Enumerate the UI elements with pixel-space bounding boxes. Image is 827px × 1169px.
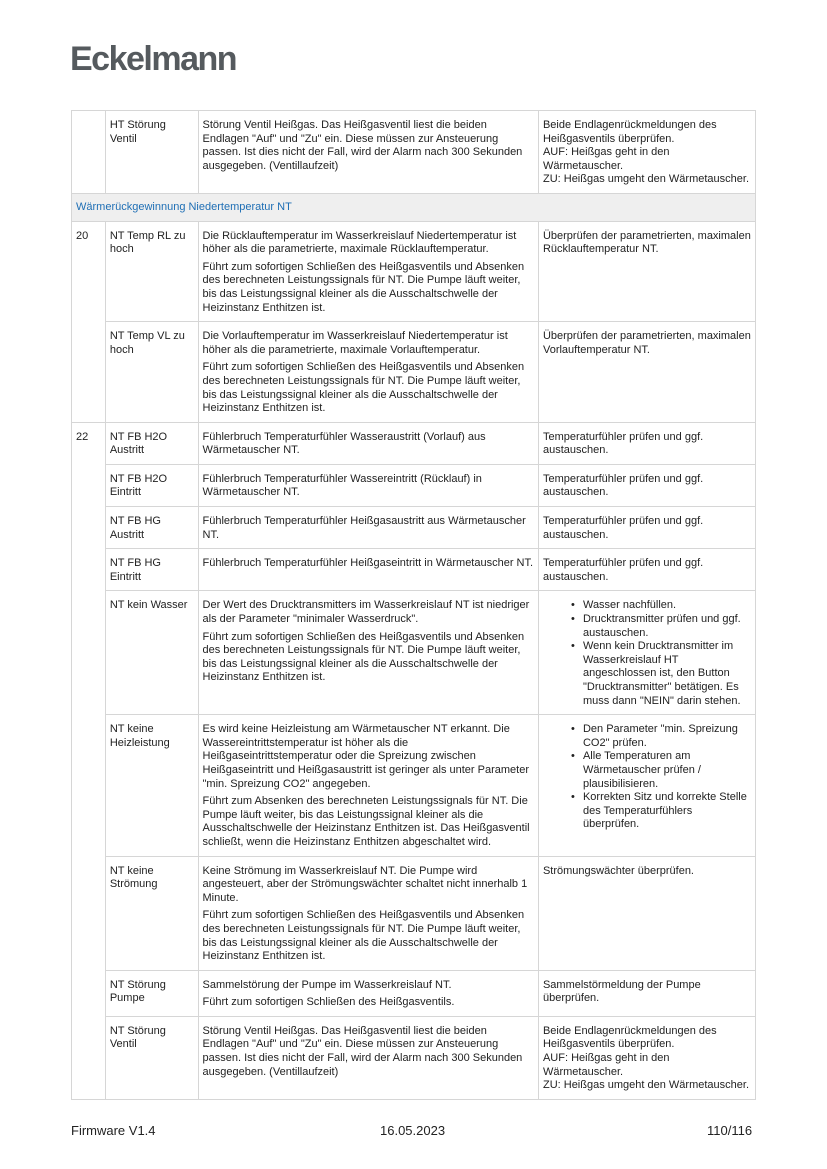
description-paragraph: Fühlerbruch Temperaturfühler Heißgaseintritt in Wärmetauscher NT. xyxy=(202,557,534,570)
alarm-description xyxy=(198,1016,538,1099)
remedy-line: AUF: Heißgas geht in den Wärmetauscher. xyxy=(542,1052,670,1078)
remedy-line: Temperaturfühler prüfen und ggf. austauschen. xyxy=(542,515,704,541)
alarm-remedy xyxy=(538,1016,755,1099)
remedy-line: Strömungswächter überprüfen. xyxy=(542,864,694,877)
remedy-line: Temperaturfühler prüfen und ggf. austauschen. xyxy=(542,472,704,499)
footer-page-number: 110/116 xyxy=(707,1123,753,1138)
description-paragraph: Keine Strömung im Wasserkreislauf NT. Die Pumpe wird angesteuert, aber der Strömungswächter schaltet nicht innerhalb 1 Minute. xyxy=(202,864,528,904)
alarm-remedy xyxy=(538,322,755,423)
alarm-name: NT Temp VL zu hoch xyxy=(105,322,198,423)
footer-date: 16.05.2023 xyxy=(380,1123,446,1138)
description-paragraph: Sammelstörung der Pumpe im Wasserkreislauf NT. xyxy=(202,978,452,991)
table-row xyxy=(72,1016,756,1099)
alarm-description xyxy=(198,856,538,970)
table-row xyxy=(72,422,756,464)
alarm-name: NT Temp RL zu hoch xyxy=(105,221,198,322)
remedy-list-item: • Den Parameter "min. Spreizung CO2" prüfen. xyxy=(583,723,751,750)
remedy-line: Temperaturfühler prüfen und ggf. austauschen. xyxy=(542,557,704,583)
alarm-name: NT FB HG Eintritt xyxy=(105,549,198,591)
alarm-remedy xyxy=(538,464,755,506)
remedy-list-item: • Wenn kein Drucktransmitter im Wasserkreislauf HT angeschlossen ist, den Button "Drucktransmitter" betätigen. Es muss dann "NEIN" darin stehen. xyxy=(583,640,751,708)
remedy-list-item: • Wasser nachfüllen. xyxy=(583,599,751,613)
alarm-remedy xyxy=(538,970,755,1016)
remedy-list xyxy=(543,723,751,832)
alarm-name: NT Störung Ventil xyxy=(105,1016,198,1099)
description-paragraph: Störung Ventil Heißgas. Das Heißgasventil liest die beiden Endlagen "Auf" und "Zu" ein. Diese müssen zur Ansteuerung passen. Ist dies nicht der Fall, wird der Alarm nach 300 Sekunden ausgegeben. (Ventillaufzeit) xyxy=(202,1024,523,1078)
alarm-description xyxy=(198,221,538,322)
table-row xyxy=(72,856,756,970)
alarm-description xyxy=(198,507,538,549)
alarm-number xyxy=(72,111,106,194)
eckelmann-logo: Eckelmann xyxy=(70,40,237,78)
remedy-list-item: • Alle Temperaturen am Wärmetauscher prüfen / plausibilisieren. xyxy=(583,750,751,791)
description-paragraph: Führt zum sofortigen Schließen des Heißgasventils und Absenken des berechneten Leistungssignals für NT. Die Pumpe läuft weiter, bis das Leistungssignal kleiner als die Ausschaltschwelle der Heizinstanz Enthitzen ist. xyxy=(202,630,525,684)
remedy-line: ZU: Heißgas umgeht den Wärmetauscher. xyxy=(542,1079,749,1092)
alarm-name: NT FB H2O Austritt xyxy=(105,422,198,464)
alarm-remedy xyxy=(538,591,755,715)
alarm-number: 22 xyxy=(72,422,106,1099)
table-row xyxy=(72,322,756,423)
remedy-list-item: • Korrekten Sitz und korrekte Stelle des Temperaturfühlers überprüfen. xyxy=(583,791,751,832)
remedy-list-item: • Drucktransmitter prüfen und ggf. austauschen. xyxy=(583,613,751,640)
remedy-line: Sammelstörmeldung der Pumpe überprüfen. xyxy=(542,978,701,1005)
table-row xyxy=(72,111,756,194)
table-row xyxy=(72,715,756,856)
table-row xyxy=(72,464,756,506)
description-paragraph: Führt zum sofortigen Schließen des Heißgasventils und Absenken des berechneten Leistungssignals für NT. Die Pumpe läuft weiter, bis das Leistungssignal kleiner als die Ausschaltschwelle der Heizinstanz Enthitzen ist. xyxy=(202,361,525,415)
table-row xyxy=(72,591,756,715)
alarm-name: NT keine Strömung xyxy=(105,856,198,970)
section-title: Wärmerückgewinnung Niedertemperatur NT xyxy=(72,193,756,221)
description-paragraph: Die Vorlauftemperatur im Wasserkreislauf Niedertemperatur ist höher als die parametrierte, maximale Vorlauftemperatur. xyxy=(202,330,508,356)
section-header-row xyxy=(72,193,756,221)
alarm-remedy xyxy=(538,422,755,464)
alarm-description xyxy=(198,715,538,856)
description-paragraph: Fühlerbruch Temperaturfühler Heißgasaustritt aus Wärmetauscher NT. xyxy=(202,515,526,541)
description-paragraph: Führt zum sofortigen Schließen des Heißgasventils. xyxy=(202,996,455,1009)
description-paragraph: Fühlerbruch Temperaturfühler Wasseraustritt (Vorlauf) aus Wärmetauscher NT. xyxy=(202,430,486,457)
alarm-description xyxy=(198,111,538,194)
description-paragraph: Führt zum sofortigen Schließen des Heißgasventils und Absenken des berechneten Leistungssignals für NT. Die Pumpe läuft weiter, bis das Leistungssignal kleiner als die Ausschaltschwelle der Heizinstanz Enthitzen ist. xyxy=(202,260,525,314)
remedy-line: Überprüfen der parametrierten, maximalen Vorlauftemperatur NT. xyxy=(542,330,751,356)
description-paragraph: Führt zum Absenken des berechneten Leistungssignals für NT. Die Pumpe läuft weiter, bis das Leistungssignal kleiner als die Ausschaltschwelle der Heizinstanz Enthitzen ist. Das Heißgasventil schließt, wenn die Heizinstanz Enthitzen abgeschaltet wird. xyxy=(202,795,530,848)
alarm-remedy xyxy=(538,221,755,322)
remedy-line: ZU: Heißgas umgeht den Wärmetauscher. xyxy=(542,173,749,186)
alarm-description xyxy=(198,591,538,715)
alarm-number: 20 xyxy=(72,221,106,422)
alarm-description xyxy=(198,970,538,1016)
alarm-remedy xyxy=(538,549,755,591)
alarm-name: NT FB HG Austritt xyxy=(105,507,198,549)
description-paragraph: Führt zum sofortigen Schließen des Heißgasventils und Absenken des berechneten Leistungssignals für NT. Die Pumpe läuft weiter, bis das Leistungssignal kleiner als die Ausschaltschwelle der Heizinstanz Enthitzen ist. xyxy=(202,909,525,963)
alarm-description xyxy=(198,322,538,423)
remedy-line: Beide Endlagenrückmeldungen des Heißgasventils überprüfen. xyxy=(542,119,717,145)
description-paragraph: Der Wert des Drucktransmitters im Wasserkreislauf NT ist niedriger als der Parameter "minimaler Wasserdruck". xyxy=(202,599,530,626)
table-row xyxy=(72,549,756,591)
footer-firmware: Firmware V1.4 xyxy=(71,1123,156,1138)
alarm-name: NT keine Heizleistung xyxy=(105,715,198,856)
description-paragraph: Die Rücklauftemperatur im Wasserkreislauf Niedertemperatur ist höher als die parametrierte, maximale Rücklauftemperatur. xyxy=(202,229,517,256)
alarm-description xyxy=(198,549,538,591)
alarm-name: HT Störung Ventil xyxy=(105,111,198,194)
description-paragraph: Störung Ventil Heißgas. Das Heißgasventil liest die beiden Endlagen "Auf" und "Zu" ein. Diese müssen zur Ansteuerung passen. Ist dies nicht der Fall, wird der Alarm nach 300 Sekunden ausgegeben. (Ventillaufzeit) xyxy=(202,119,523,172)
table-row xyxy=(72,970,756,1016)
description-paragraph: Es wird keine Heizleistung am Wärmetauscher NT erkannt. Die Wassereintrittstemperatur ist höher als die Heißgaseintrittstemperatur oder die Spreizung zwischen Heißgaseintritt und Heißgasaustritt ist geringer als unter Parameter "min. Spreizung CO2" angegeben. xyxy=(202,723,529,790)
table-row xyxy=(72,221,756,322)
alarm-name: NT Störung Pumpe xyxy=(105,970,198,1016)
alarm-remedy xyxy=(538,856,755,970)
alarm-description xyxy=(198,422,538,464)
alarm-name: NT FB H2O Eintritt xyxy=(105,464,198,506)
alarm-remedy xyxy=(538,507,755,549)
alarm-remedy xyxy=(538,111,755,194)
alarm-description xyxy=(198,464,538,506)
remedy-line: Überprüfen der parametrierten, maximalen Rücklauftemperatur NT. xyxy=(542,229,751,256)
alarm-name: NT kein Wasser xyxy=(105,591,198,715)
remedy-list xyxy=(543,599,751,708)
description-paragraph: Fühlerbruch Temperaturfühler Wassereintritt (Rücklauf) in Wärmetauscher NT. xyxy=(202,472,482,499)
alarm-table xyxy=(71,110,756,1100)
table-row xyxy=(72,507,756,549)
remedy-line: Beide Endlagenrückmeldungen des Heißgasventils überprüfen. xyxy=(542,1024,717,1051)
remedy-line: AUF: Heißgas geht in den Wärmetauscher. xyxy=(542,146,670,172)
alarm-remedy xyxy=(538,715,755,856)
remedy-line: Temperaturfühler prüfen und ggf. austauschen. xyxy=(542,430,704,457)
